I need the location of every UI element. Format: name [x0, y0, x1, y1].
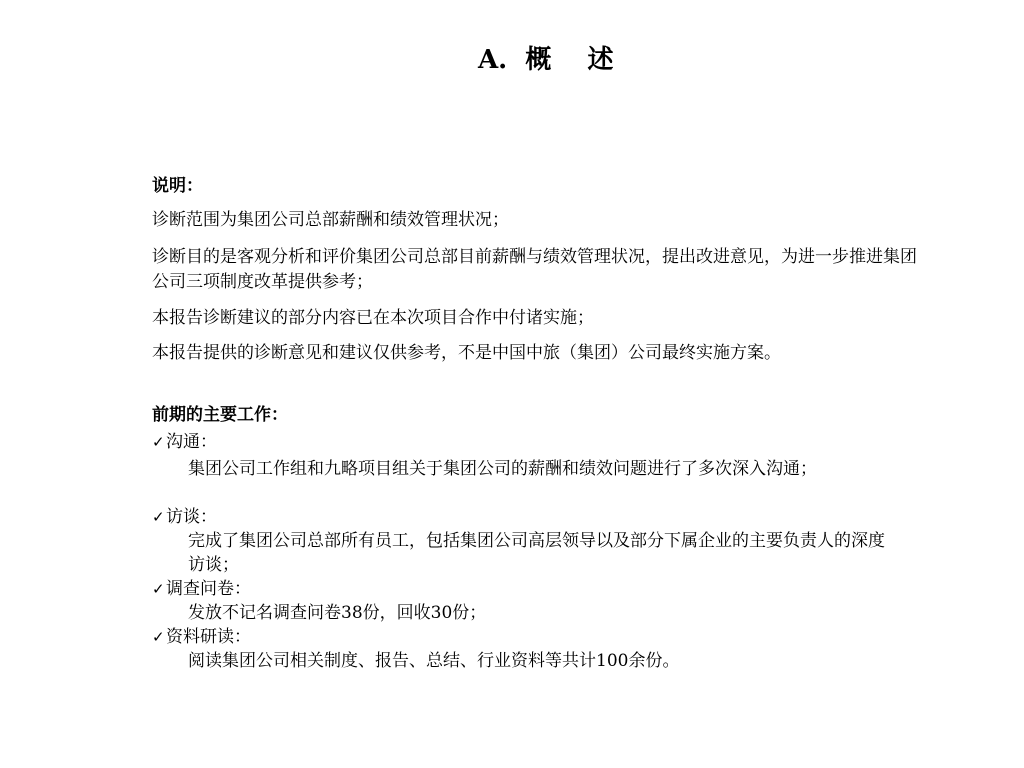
- page-title: A. 概 述: [478, 45, 614, 75]
- work-item-label: 调查问卷：: [166, 579, 251, 599]
- work-item-detail: 阅读集团公司相关制度、报告、总结、行业资料等共计100余份。: [188, 651, 680, 671]
- note-line-disclaimer: 本报告提供的诊断意见和建议仅供参考，不是中国中旅（集团）公司最终实施方案。: [152, 343, 781, 363]
- work-item-detail: 集团公司工作组和九略项目组关于集团公司的薪酬和绩效问题进行了多次深入沟通；: [188, 459, 817, 479]
- note-line-scope: 诊断范围为集团公司总部薪酬和绩效管理状况；: [152, 210, 509, 230]
- note-line-implemented: 本报告诊断建议的部分内容已在本次项目合作中付诸实施；: [152, 308, 594, 328]
- work-item-interviews: [152, 505, 217, 530]
- work-item-label: 资料研读：: [166, 627, 251, 647]
- work-item-survey: [152, 577, 251, 602]
- check-icon: ✓: [152, 628, 165, 646]
- check-icon: ✓: [152, 580, 165, 598]
- work-item-detail: 发放不记名调查问卷38份，回收30份；: [188, 603, 487, 623]
- work-item-detail: 完成了集团公司总部所有员工，包括集团公司高层领导以及部分下属企业的主要负责人的深度访谈；: [188, 531, 885, 575]
- work-item-communication: [152, 430, 217, 455]
- check-icon: ✓: [152, 433, 165, 451]
- work-item-label: 访谈：: [166, 507, 217, 527]
- work-item-document-review: [152, 625, 251, 650]
- check-icon: ✓: [152, 508, 165, 526]
- work-heading: 前期的主要工作：: [152, 405, 288, 425]
- note-line-purpose: 诊断目的是客观分析和评价集团公司总部目前薪酬与绩效管理状况，提出改进意见，为进一步推进集团公司三项制度改革提供参考；: [152, 247, 917, 292]
- notes-heading: 说明：: [152, 176, 203, 196]
- work-item-label: 沟通：: [166, 432, 217, 452]
